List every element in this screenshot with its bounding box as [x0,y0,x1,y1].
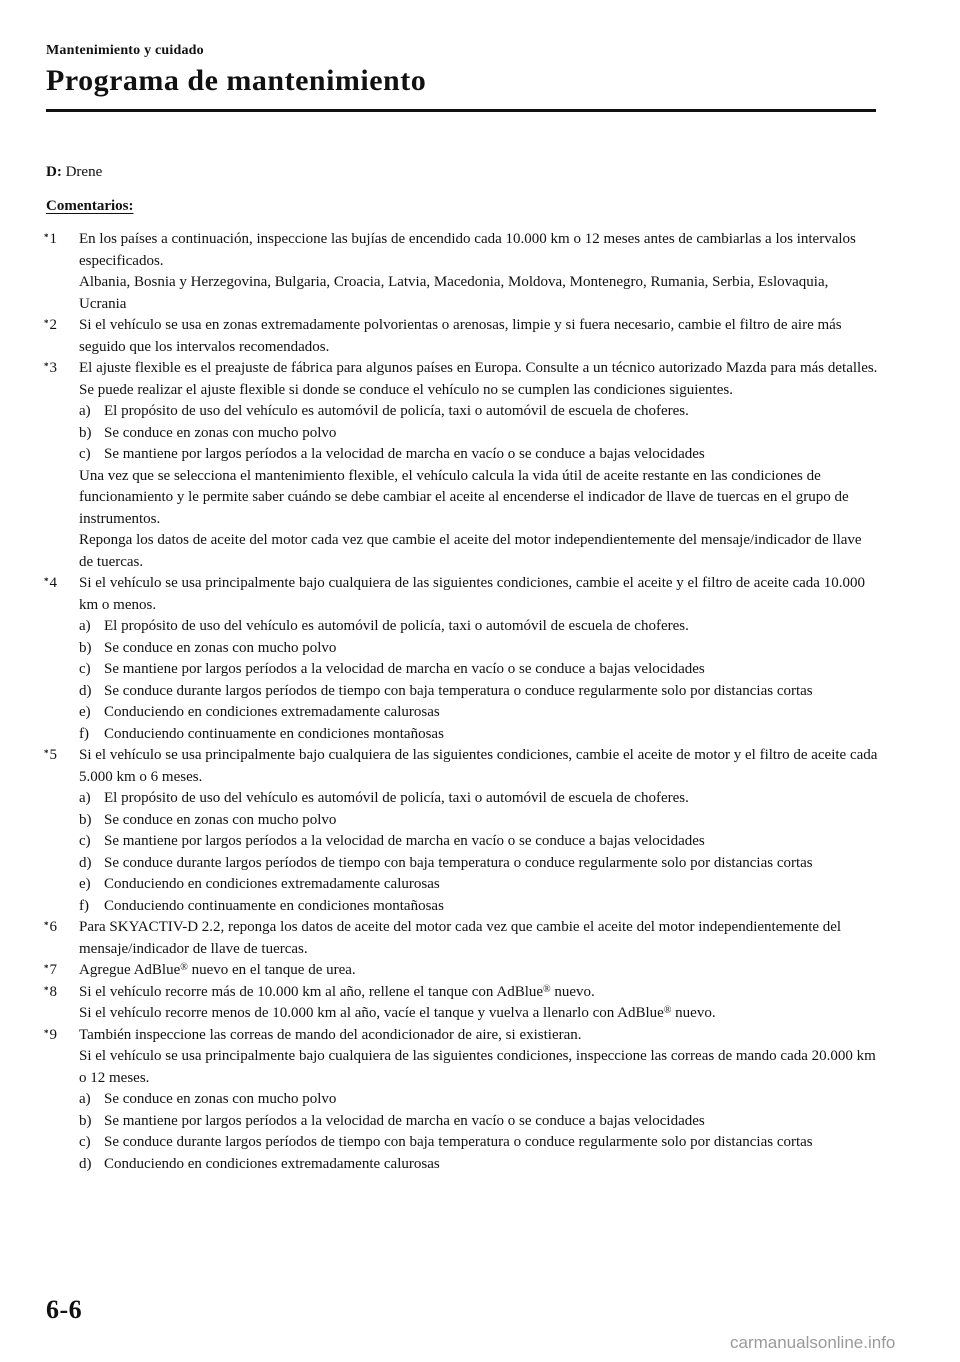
list-item: b) Se mantiene por largos períodos a la velocidad de marcha en vacío o se conduce a bajas velocidades [79,1112,705,1129]
legend-key: D: [46,164,62,180]
notes-list [44,229,878,1175]
note-number: *3 [44,360,57,376]
asterisk-mark: * [44,963,49,973]
note-paragraph: Para SKYACTIV-D 2.2, reponga los datos de aceite del motor cada vez que cambie el aceite del motor independientemente del mensaje/indicador de llave de tuercas. [79,919,842,957]
list-item: f) Conduciendo continuamente en condiciones montañosas [79,725,444,742]
list-item: d) Conduciendo en condiciones extremadamente calurosas [79,1155,440,1172]
list-item: e) Conduciendo en condiciones extremadamente calurosas [79,876,440,892]
registered-mark: ® [663,1005,672,1016]
note-paragraph: Si el vehículo recorre más de 10.000 km al año, rellene el tanque con AdBlue® nuevo. [79,983,595,1000]
note-paragraph: El ajuste flexible es el preajuste de fábrica para algunos países en Europa. Consulte a un técnico autorizado Mazda para más detalles. Se puede realizar el ajuste flexible si donde se conduce el vehículo no se cumplen las condiciones siguientes. [79,360,878,398]
note-5 [44,745,878,917]
note-1 [44,229,878,315]
legend-text: Drene [65,164,103,180]
note-paragraph: Agregue AdBlue® nuevo en el tanque de urea. [79,962,356,978]
list-item: c) Se mantiene por largos períodos a la velocidad de marcha en vacío o se conduce a bajas velocidades [79,833,705,849]
note-paragraph: Reponga los datos de aceite del motor cada vez que cambie el aceite del motor independientemente del mensaje/indicador de llave de tuercas. [79,532,862,570]
list-item: c) Se mantiene por largos períodos a la velocidad de marcha en vacío o se conduce a bajas velocidades [79,446,705,462]
list-item: c) Se conduce durante largos períodos de tiempo con baja temperatura o conduce regularmente solo por distancias cortas [79,1134,813,1150]
note-paragraph: Si el vehículo se usa principalmente bajo cualquiera de las siguientes condiciones, cambie el aceite y el filtro de aceite cada 10.000 km o menos. [79,575,865,613]
list-item: c) Se mantiene por largos períodos a la velocidad de marcha en vacío o se conduce a bajas velocidades [79,661,705,677]
list-item: a) Se conduce en zonas con mucho polvo [79,1091,337,1107]
note-paragraph: Si el vehículo recorre menos de 10.000 km al año, vacíe el tanque y vuelva a llenarlo con AdBlue® nuevo. [79,1005,716,1021]
list-item: d) Se conduce durante largos períodos de tiempo con baja temperatura o conduce regularmente solo por distancias cortas [79,854,813,871]
note-paragraph: Si el vehículo se usa principalmente bajo cualquiera de las siguientes condiciones, cambie el aceite de motor y el filtro de aceite cada 5.000 km o 6 meses. [79,747,878,785]
note-number: *6 [44,919,57,935]
asterisk-mark: * [44,361,49,371]
list-item: b) Se conduce en zonas con mucho polvo [79,811,337,828]
note-paragraph: En los países a continuación, inspeccione las bujías de encendido cada 10.000 km o 12 meses antes de cambiarlas a los intervalos especificados. [79,231,856,269]
note-paragraph: Si el vehículo se usa en zonas extremadamente polvorientas o arenosas, limpie y si fuera necesario, cambie el filtro de aire más seguido que los intervalos recomendados. [79,317,842,355]
page-title: Programa de mantenimiento [46,64,427,97]
asterisk-mark: * [44,748,49,758]
asterisk-mark: * [44,318,49,328]
section-label: Mantenimiento y cuidado [46,43,204,58]
note-7 [44,960,878,982]
title-rule [46,109,876,112]
note-number: *5 [44,747,57,763]
list-item: f) Conduciendo continuamente en condiciones montañosas [79,897,444,914]
note-2 [44,315,878,358]
registered-mark: ® [543,983,551,995]
note-paragraph: Albania, Bosnia y Herzegovina, Bulgaria, Croacia, Latvia, Macedonia, Moldova, Montenegro, Rumania, Serbia, Eslovaquia, Ucrania [79,274,829,312]
registered-mark: ® [180,962,188,973]
note-paragraph: También inspeccione las correas de mando del acondicionador de aire, si existieran. [79,1026,582,1043]
comments-heading: Comentarios: [46,198,134,214]
note-number: *8 [44,983,57,1000]
note-number: *2 [44,317,57,333]
note-number: *7 [44,962,57,978]
legend-drain [46,162,102,182]
list-item: b) Se conduce en zonas con mucho polvo [79,639,337,656]
note-paragraph: Si el vehículo se usa principalmente bajo cualquiera de las siguientes condiciones, inspeccione las correas de mando cada 20.000 km o 12 meses. [79,1048,876,1086]
page-number: 6-6 [46,1295,83,1324]
asterisk-mark: * [44,1027,49,1038]
list-item: b) Se conduce en zonas con mucho polvo [79,424,337,441]
note-3 [44,358,878,573]
asterisk-mark: * [44,984,49,995]
list-item: a) El propósito de uso del vehículo es automóvil de policía, taxi o automóvil de escuela de choferes. [79,403,689,419]
note-number: *9 [44,1026,57,1043]
note-4 [44,573,878,745]
asterisk-mark: * [44,232,49,242]
list-item: d) Se conduce durante largos períodos de tiempo con baja temperatura o conduce regularmente solo por distancias cortas [79,682,813,699]
asterisk-mark: * [44,920,49,930]
watermark: carmanualsonline.info [730,1333,896,1352]
note-paragraph: Una vez que se selecciona el mantenimiento flexible, el vehículo calcula la vida útil de aceite restante en las condiciones de funcionamiento y le permite saber cuándo se debe cambiar el aceite al encenderse el indicador de llave de tuercas en el grupo de instrumentos. [79,467,849,527]
list-item: a) El propósito de uso del vehículo es automóvil de policía, taxi o automóvil de escuela de choferes. [79,790,689,806]
note-number: *1 [44,231,57,247]
note-6 [44,917,878,960]
note-number: *4 [44,575,57,591]
list-item: a) El propósito de uso del vehículo es automóvil de policía, taxi o automóvil de escuela de choferes. [79,618,689,634]
note-8 [44,982,878,1025]
asterisk-mark: * [44,576,49,586]
list-item: e) Conduciendo en condiciones extremadamente calurosas [79,704,440,720]
note-9 [44,1025,878,1176]
